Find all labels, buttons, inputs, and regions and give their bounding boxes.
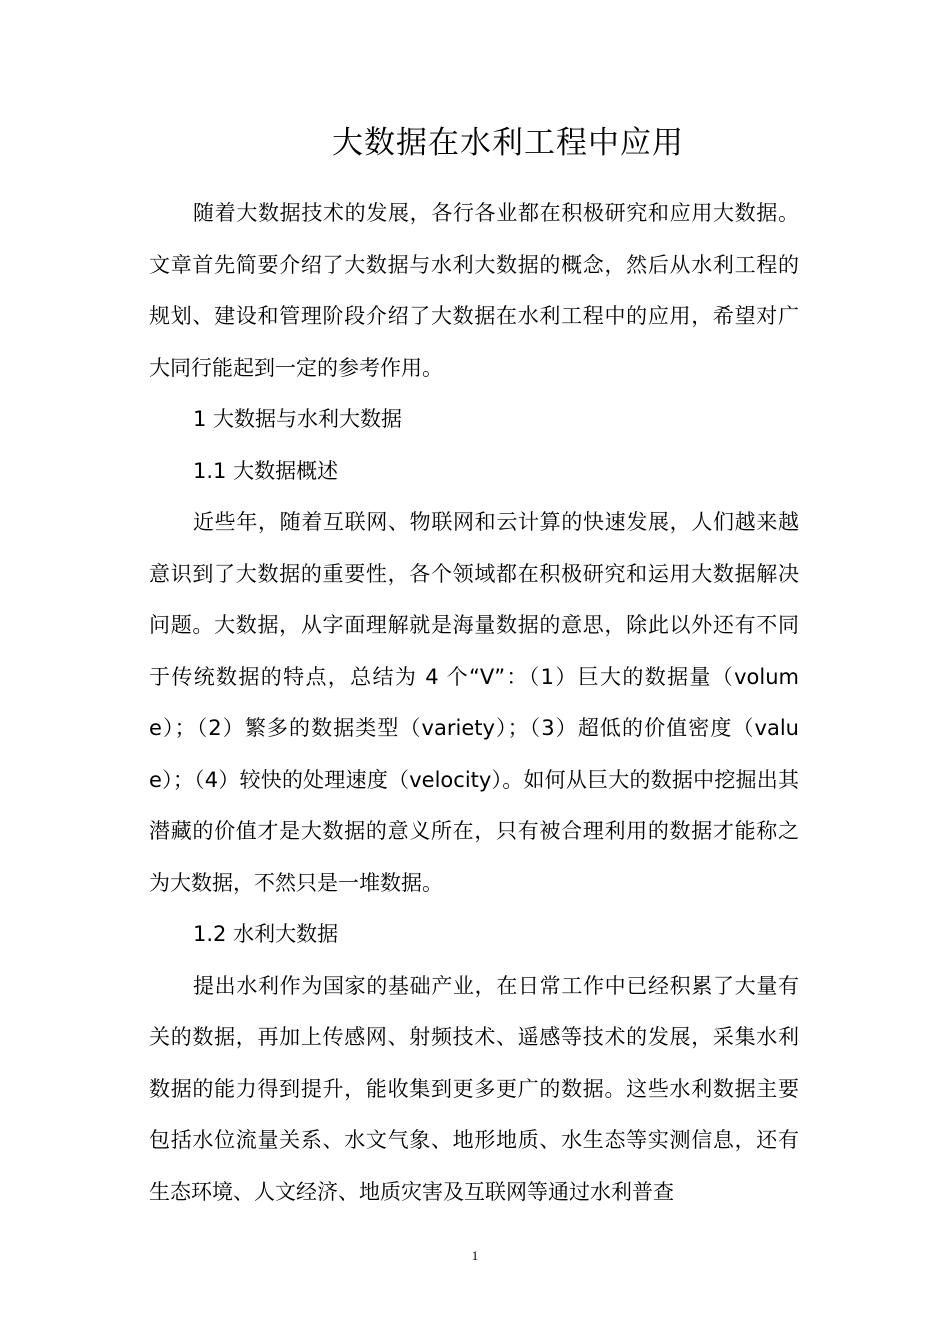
- section-1-heading: 1 大数据与水利大数据: [193, 407, 403, 431]
- page-number: 1: [471, 1248, 479, 1263]
- document-title: 大数据在水利工程中应用: [332, 125, 684, 161]
- section-1-1-heading: 1.1 大数据概述: [193, 458, 339, 483]
- title-area: [0, 0, 950, 200]
- section-1-1-paragraph: 近些年，随着互联网、物联网和云计算的快速发展，人们越来越意识到了大数据的重要性，各个领域都在积极研究和运用大数据解决问题。大数据，从字面理解就是海量数据的意思，除此以外还有不同于传统数据的特点，总结为 4 个“V”：（1）巨大的数据量（volume）；（2）繁多的数据类型（variety）；（3）超低的价值密度（value）；（4）较快的处理速度（velocity）。如何从巨大的数据中挖掘出其潜藏的价值才是大数据的意义所在，只有被合理利用的数据才能称之为大数据，不然只是一堆数据。: [149, 510, 799, 895]
- section-1-2-paragraph: 提出水利作为国家的基础产业，在日常工作中已经积累了大量有关的数据，再加上传感网、射频技术、遥感等技术的发展，采集水利数据的能力得到提升，能收集到更多更广的数据。这些水利数据主要包括水位流量关系、水文气象、地形地质、水生态等实测信息，还有生态环境、人文经济、地质灾害及互联网等通过水利普查: [149, 973, 799, 1204]
- section-1-2-heading: 1.2 水利大数据: [193, 922, 339, 946]
- intro-paragraph: 随着大数据技术的发展，各行各业都在积极研究和应用大数据。文章首先简要介绍了大数据与水利大数据的概念，然后从水利工程的规划、建设和管理阶段介绍了大数据在水利工程中的应用，希望对广大同行能起到一定的参考作用。: [149, 201, 799, 380]
- document-body: [149, 188, 799, 1218]
